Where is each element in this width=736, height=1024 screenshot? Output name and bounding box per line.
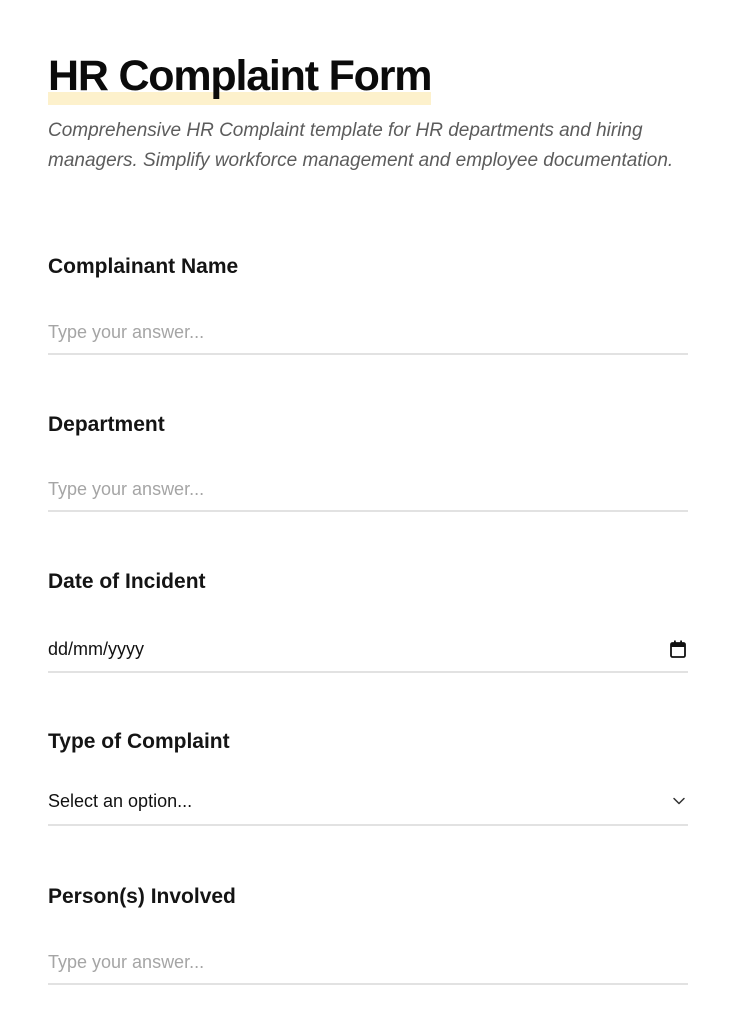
complainant-name-control	[48, 311, 688, 355]
type-of-complaint-selected: Select an option...	[48, 791, 193, 811]
date-input[interactable]	[48, 628, 688, 673]
title-block	[48, 50, 431, 102]
complainant-name-label: Complainant Name	[48, 255, 239, 278]
department-input[interactable]	[48, 468, 688, 510]
chevron-down-icon[interactable]	[672, 794, 686, 808]
date-of-incident-label: Date of Incident	[48, 570, 206, 593]
department-control	[48, 468, 688, 512]
persons-involved-control	[48, 941, 688, 985]
page-title: HR Complaint Form	[48, 52, 432, 100]
date-input-display: dd/mm/yyyy	[48, 639, 145, 659]
department-label: Department	[48, 413, 165, 436]
persons-involved-label: Person(s) Involved	[48, 885, 236, 908]
complainant-name-input[interactable]	[48, 311, 688, 353]
calendar-icon[interactable]	[670, 640, 686, 658]
form-description: Comprehensive HR Complaint template for HR departments and hiring managers. Simplify workforce management and employee documentation.	[48, 120, 674, 171]
type-of-complaint-label: Type of Complaint	[48, 730, 230, 753]
persons-involved-input[interactable]	[48, 941, 688, 983]
type-of-complaint-select[interactable]	[48, 782, 688, 826]
